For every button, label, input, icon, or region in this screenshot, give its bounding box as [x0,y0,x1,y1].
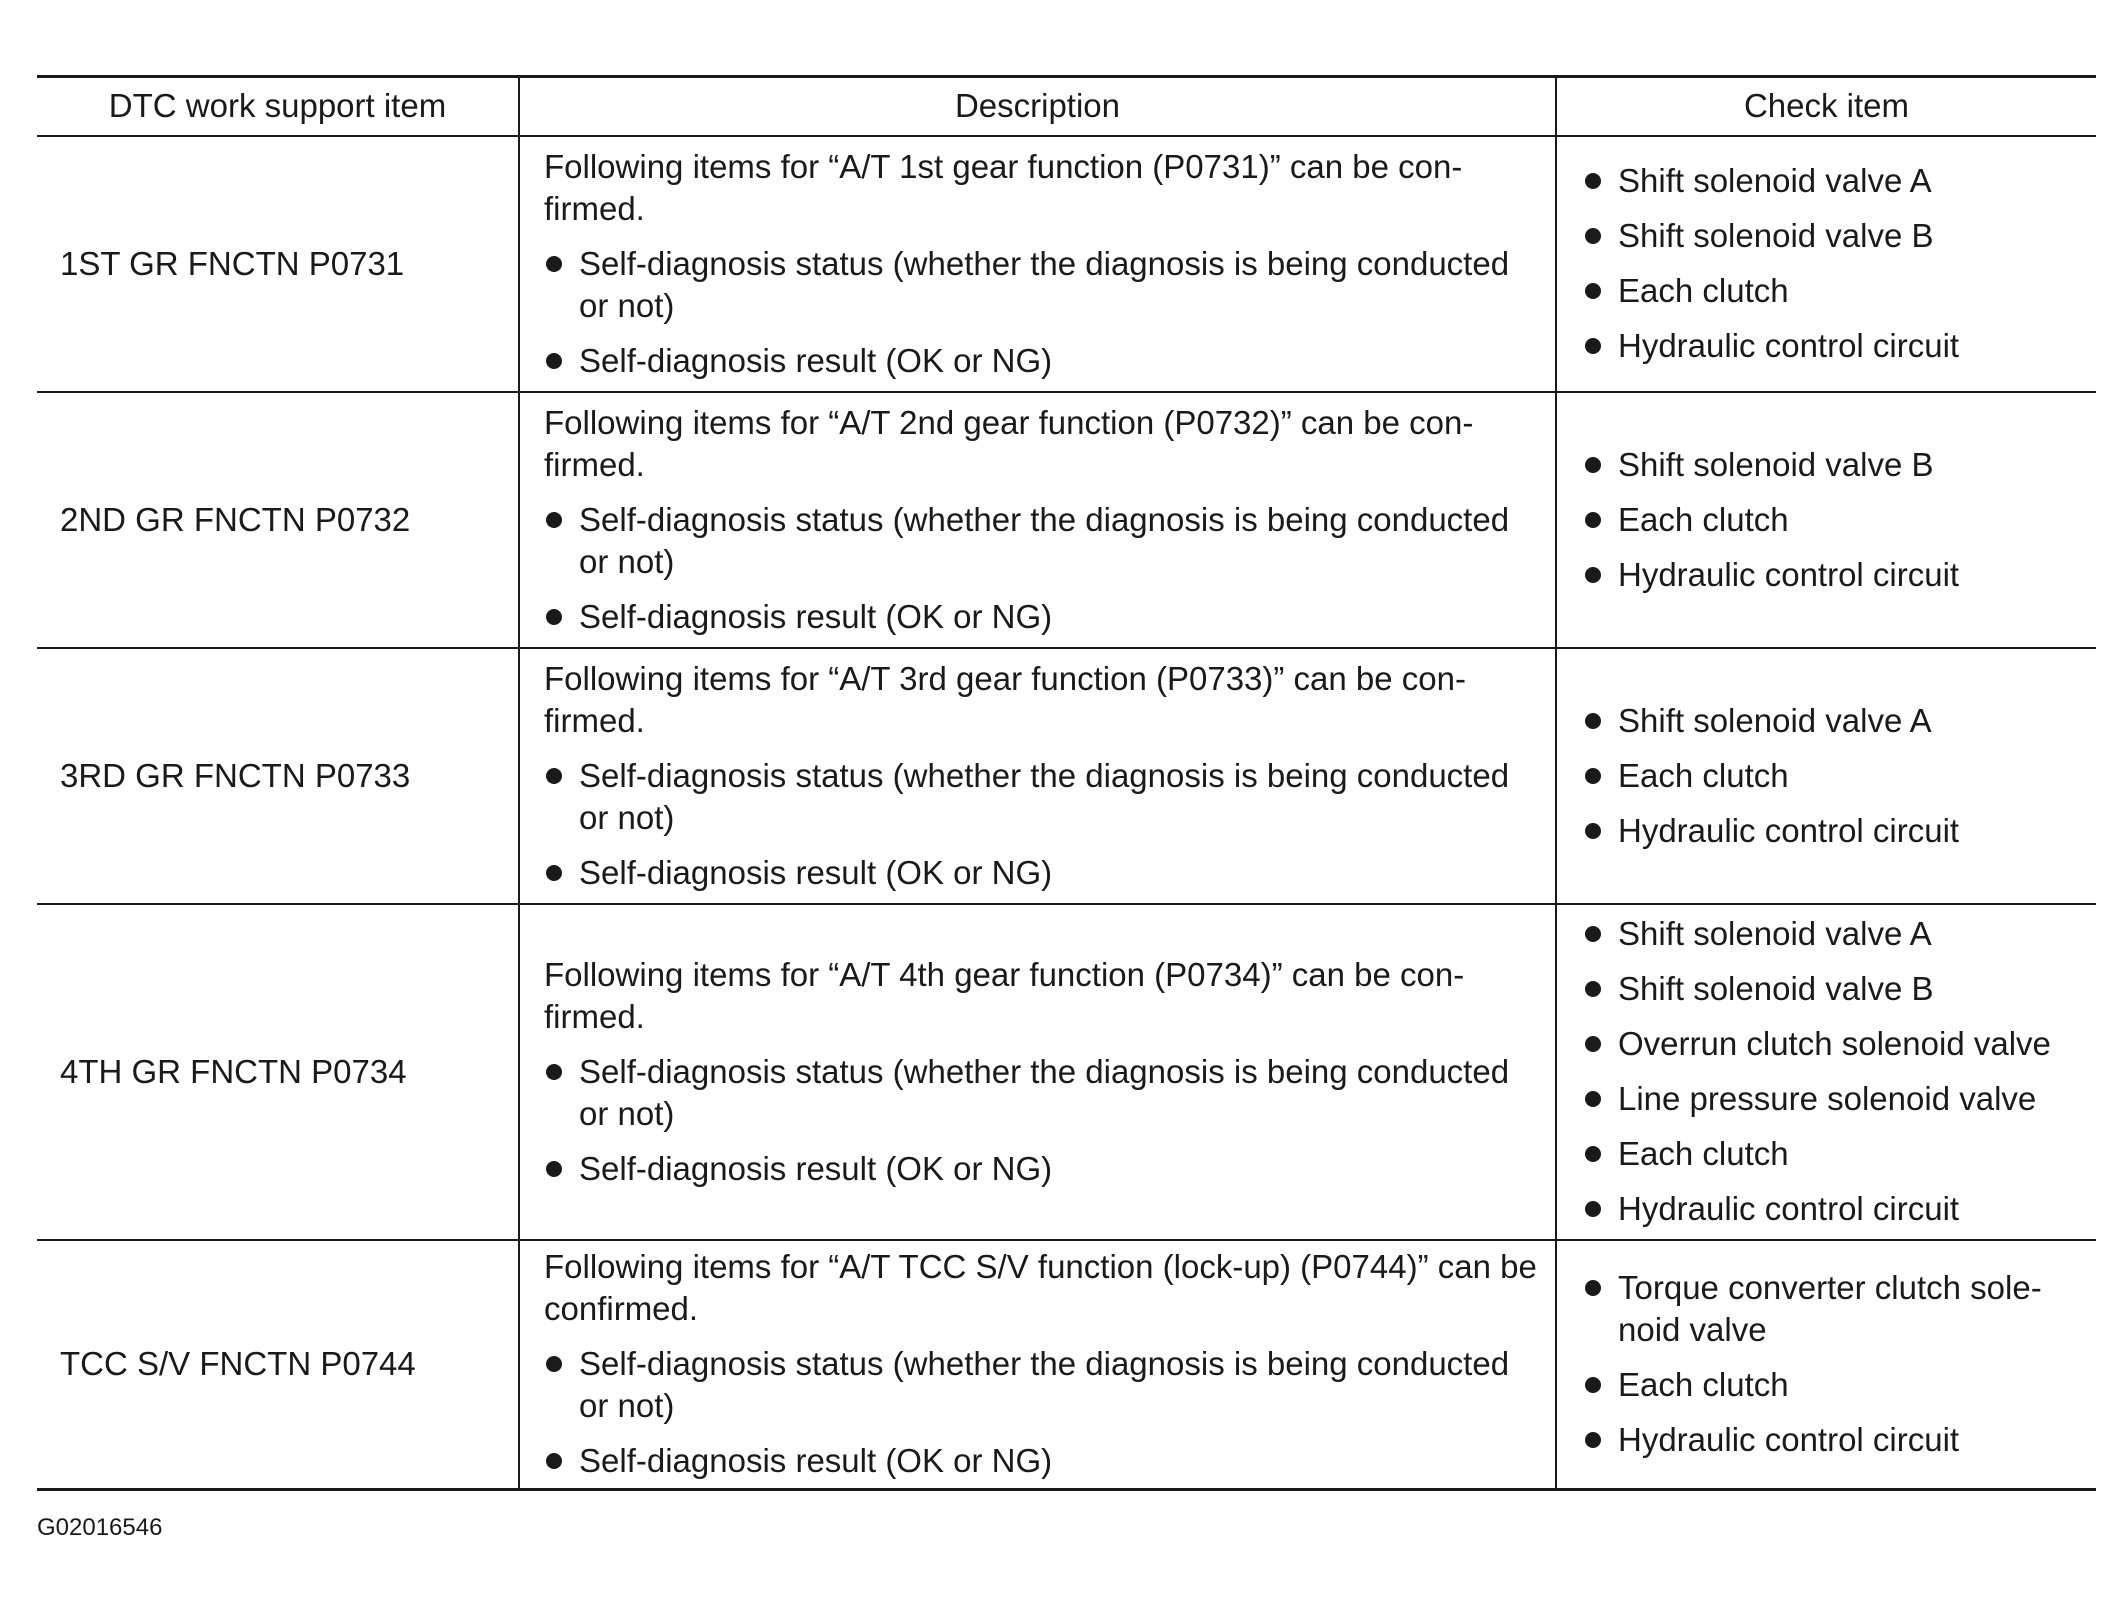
check-item: Hydraulic control circuit [1583,1419,2086,1461]
check-item-cell [1556,904,2096,1240]
check-item-cell [1556,1240,2096,1490]
check-item-list [1583,444,2086,596]
description-bullet: Self-diagnosis status (whether the diagnosis is being conducted or not) [544,1343,1539,1427]
description-cell [519,392,1556,648]
check-item: Each clutch [1583,1133,2086,1175]
description-bullet: Self-diagnosis status (whether the diagnosis is being conducted or not) [544,1051,1539,1135]
description-bullet-list [544,1051,1539,1190]
dtc-work-support-table [37,75,2096,1491]
description-bullet: Self-diagnosis result (OK or NG) [544,1148,1539,1190]
check-item: Each clutch [1583,1364,2086,1406]
check-item: Torque converter clutch solenoid valve [1583,1267,2086,1351]
description-intro: Following items for “A/T 4th gear function (P0734)” can be confirmed. [544,955,1465,1035]
description-bullet: Self-diagnosis status (whether the diagnosis is being conducted or not) [544,499,1539,583]
check-item-list [1583,700,2086,852]
header-check-item: Check item [1556,77,2096,136]
check-item: Shift solenoid valve B [1583,215,2086,257]
check-item: Each clutch [1583,755,2086,797]
check-item: Each clutch [1583,499,2086,541]
dtc-item-cell: 4TH GR FNCTN P0734 [37,904,519,1240]
check-item-list [1583,160,2086,367]
table-row [37,392,2096,648]
check-item: Shift solenoid valve A [1583,913,2086,955]
description-cell [519,136,1556,392]
dtc-item-cell: 3RD GR FNCTN P0733 [37,648,519,904]
check-item-cell [1556,392,2096,648]
check-item: Hydraulic control circuit [1583,325,2086,367]
dtc-item-cell: 2ND GR FNCTN P0732 [37,392,519,648]
check-item-cell [1556,648,2096,904]
description-bullet: Self-diagnosis result (OK or NG) [544,340,1539,382]
description-bullet: Self-diagnosis result (OK or NG) [544,596,1539,638]
check-item: Hydraulic control circuit [1583,810,2086,852]
check-item: Hydraulic control circuit [1583,1188,2086,1230]
description-bullet: Self-diagnosis status (whether the diagnosis is being conducted or not) [544,755,1539,839]
description-intro: Following items for “A/T 3rd gear function (P0733)” can be confirmed. [544,659,1466,739]
check-item: Shift solenoid valve B [1583,444,2086,486]
check-item-list [1583,913,2086,1230]
dtc-item-cell: TCC S/V FNCTN P0744 [37,1240,519,1490]
description-cell [519,904,1556,1240]
description-bullet: Self-diagnosis result (OK or NG) [544,852,1539,894]
description-bullet-list [544,1343,1539,1482]
header-dtc-work-support-item: DTC work support item [37,77,519,136]
figure-code: G02016546 [37,1514,163,1541]
description-bullet-list [544,755,1539,894]
description-intro: Following items for “A/T 2nd gear function (P0732)” can be confirmed. [544,403,1474,483]
table-row [37,1240,2096,1490]
description-cell [519,1240,1556,1490]
header-description: Description [519,77,1556,136]
description-intro: Following items for “A/T TCC S/V function (lock-up) (P0744)” can be confirmed. [544,1248,1537,1328]
description-bullet: Self-diagnosis status (whether the diagnosis is being conducted or not) [544,243,1539,327]
table-row [37,136,2096,392]
check-item: Shift solenoid valve B [1583,968,2086,1010]
check-item: Shift solenoid valve A [1583,700,2086,742]
check-item: Shift solenoid valve A [1583,160,2086,202]
description-bullet-list [544,243,1539,382]
check-item: Line pressure solenoid valve [1583,1078,2086,1120]
dtc-item-cell: 1ST GR FNCTN P0731 [37,136,519,392]
check-item: Overrun clutch solenoid valve [1583,1023,2086,1065]
description-cell [519,648,1556,904]
check-item-cell [1556,136,2096,392]
table-row [37,904,2096,1240]
table-row [37,648,2096,904]
check-item-list [1583,1267,2086,1461]
check-item: Hydraulic control circuit [1583,554,2086,596]
check-item: Each clutch [1583,270,2086,312]
table-header-row [37,77,2096,136]
description-bullet-list [544,499,1539,638]
description-bullet: Self-diagnosis result (OK or NG) [544,1440,1539,1482]
description-intro: Following items for “A/T 1st gear function (P0731)” can be confirmed. [544,147,1463,227]
